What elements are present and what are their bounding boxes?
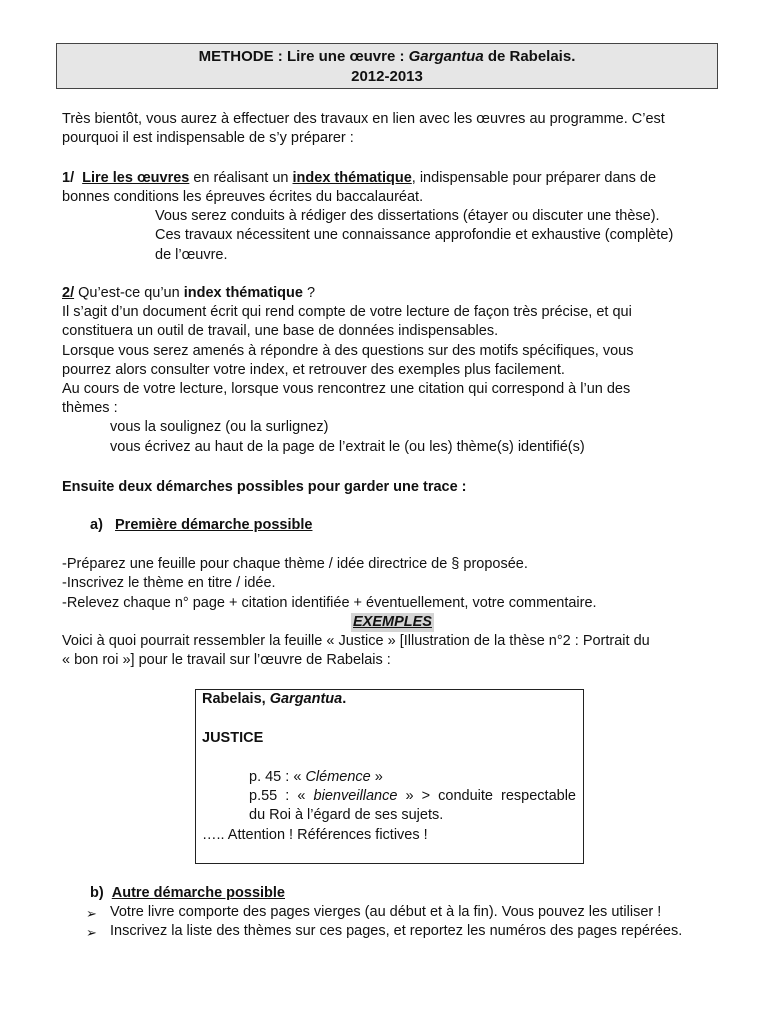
section1-indent-3: de l’œuvre. bbox=[155, 247, 228, 263]
example-ref-2-line-2: du Roi à l’égard de ses sujets. bbox=[249, 807, 444, 823]
section1-number: 1/ bbox=[62, 170, 75, 186]
section2-line-5: Au cours de votre lecture, lorsque vous rencontrez une citation qui correspond à l’un des bbox=[62, 381, 631, 397]
page-title bbox=[57, 47, 717, 67]
title-box bbox=[56, 43, 718, 89]
section2-question-bold: index thématique bbox=[183, 285, 303, 301]
ref1-keyword: Clémence bbox=[305, 769, 371, 785]
example-author-name: Rabelais, bbox=[202, 691, 270, 707]
example-ref-1 bbox=[249, 768, 383, 787]
demarche-a-marker: a) bbox=[90, 517, 103, 533]
example-theme: JUSTICE bbox=[202, 730, 264, 746]
section2-number: 2/ bbox=[62, 285, 75, 301]
title-work: Gargantua bbox=[408, 48, 484, 65]
section1-line-1 bbox=[62, 169, 713, 188]
title-prefix: METHODE : Lire une œuvre : bbox=[198, 48, 409, 65]
ensuite-line: Ensuite deux démarches possibles pour garder une trace : bbox=[62, 479, 467, 495]
voici-line-1: Voici à quoi pourrait ressembler la feuille « Justice » [Illustration de la thèse n°2 : Portrait du bbox=[62, 633, 650, 649]
arrow-bullet-icon: ➢ bbox=[86, 925, 97, 940]
section1-end: , indispensable pour préparer dans de bbox=[411, 170, 657, 186]
demarche-a-label: Première démarche possible bbox=[115, 517, 313, 533]
section2-indent-1: vous la soulignez (ou la surlignez) bbox=[110, 419, 329, 435]
demarche-b-marker: b) bbox=[90, 885, 104, 901]
ref2-prefix: p.55 : « bbox=[249, 788, 314, 804]
intro-line-2: pourquoi il est indispensable de s’y préparer : bbox=[62, 130, 354, 146]
demarche-b-label: Autre démarche possible bbox=[111, 885, 285, 901]
section1-line-2: bonnes conditions les épreuves écrites du baccalauréat. bbox=[62, 189, 424, 205]
section2-heading bbox=[62, 284, 713, 303]
example-box bbox=[195, 689, 584, 864]
example-note: ….. Attention ! Références fictives ! bbox=[202, 827, 428, 843]
title-suffix: de Rabelais. bbox=[483, 48, 576, 65]
demarche-b-bullet-1: Votre livre comporte des pages vierges (au début et à la fin). Vous pouvez les utiliser ! bbox=[110, 904, 662, 920]
section2-line-6: thèmes : bbox=[62, 400, 118, 416]
section1-mid: en réalisant un bbox=[189, 170, 293, 186]
section2-line-2: constituera un outil de travail, une base de données indispensables. bbox=[62, 323, 499, 339]
example-work: Gargantua bbox=[269, 691, 343, 707]
title-years: 2012-2013 bbox=[351, 68, 423, 85]
ref1-prefix: p. 45 : « bbox=[249, 769, 306, 785]
example-work-end: . bbox=[342, 691, 347, 707]
section2-question-suffix: ? bbox=[302, 285, 316, 301]
demarche-b-bullet-2: Inscrivez la liste des thèmes sur ces pages, et reportez les numéros des pages repérées. bbox=[110, 923, 683, 939]
section1-indent-2: Ces travaux nécessitent une connaissance approfondie et exhaustive (complète) bbox=[155, 227, 674, 243]
example-author bbox=[202, 690, 346, 709]
section1-index-label: index thématique bbox=[292, 170, 412, 186]
arrow-bullet-icon: ➢ bbox=[86, 906, 97, 921]
example-ref-2 bbox=[249, 787, 576, 806]
section2-indent-2: vous écrivez au haut de la page de l’extrait le (ou les) thème(s) identifié(s) bbox=[110, 439, 585, 455]
section1-indent-1: Vous serez conduits à rédiger des dissertations (étayer ou discuter une thèse). bbox=[155, 208, 660, 224]
ref2-suffix: » > conduite respectable bbox=[397, 788, 577, 804]
section2-line-4: pourrez alors consulter votre index, et retrouver des exemples plus facilement. bbox=[62, 362, 565, 378]
exemples-label: EXEMPLES bbox=[353, 614, 432, 630]
section2-question-prefix: Qu’est-ce qu’un bbox=[74, 285, 184, 301]
demarche-b-heading bbox=[90, 884, 690, 903]
section2-line-3: Lorsque vous serez amenés à répondre à des questions sur des motifs spécifiques, vous bbox=[62, 343, 634, 359]
ref2-keyword: bienveillance bbox=[313, 788, 398, 804]
ref1-suffix: » bbox=[370, 769, 383, 785]
demarche-a-line-1: -Préparez une feuille pour chaque thème / idée directrice de § proposée. bbox=[62, 556, 528, 572]
section2-line-1: Il s’agit d’un document écrit qui rend compte de votre lecture de façon très précise, et qui bbox=[62, 304, 632, 320]
section1-heading: Lire les œuvres bbox=[82, 170, 190, 186]
intro-line-1: Très bientôt, vous aurez à effectuer des travaux en lien avec les œuvres au programme. C’est bbox=[62, 111, 665, 127]
voici-line-2: « bon roi »] pour le travail sur l’œuvre de Rabelais : bbox=[62, 652, 391, 668]
demarche-a-line-3: -Relevez chaque n° page + citation identifiée + éventuellement, votre commentaire. bbox=[62, 595, 597, 611]
demarche-a-line-2: -Inscrivez le thème en titre / idée. bbox=[62, 575, 276, 591]
demarche-a-heading bbox=[90, 516, 690, 535]
